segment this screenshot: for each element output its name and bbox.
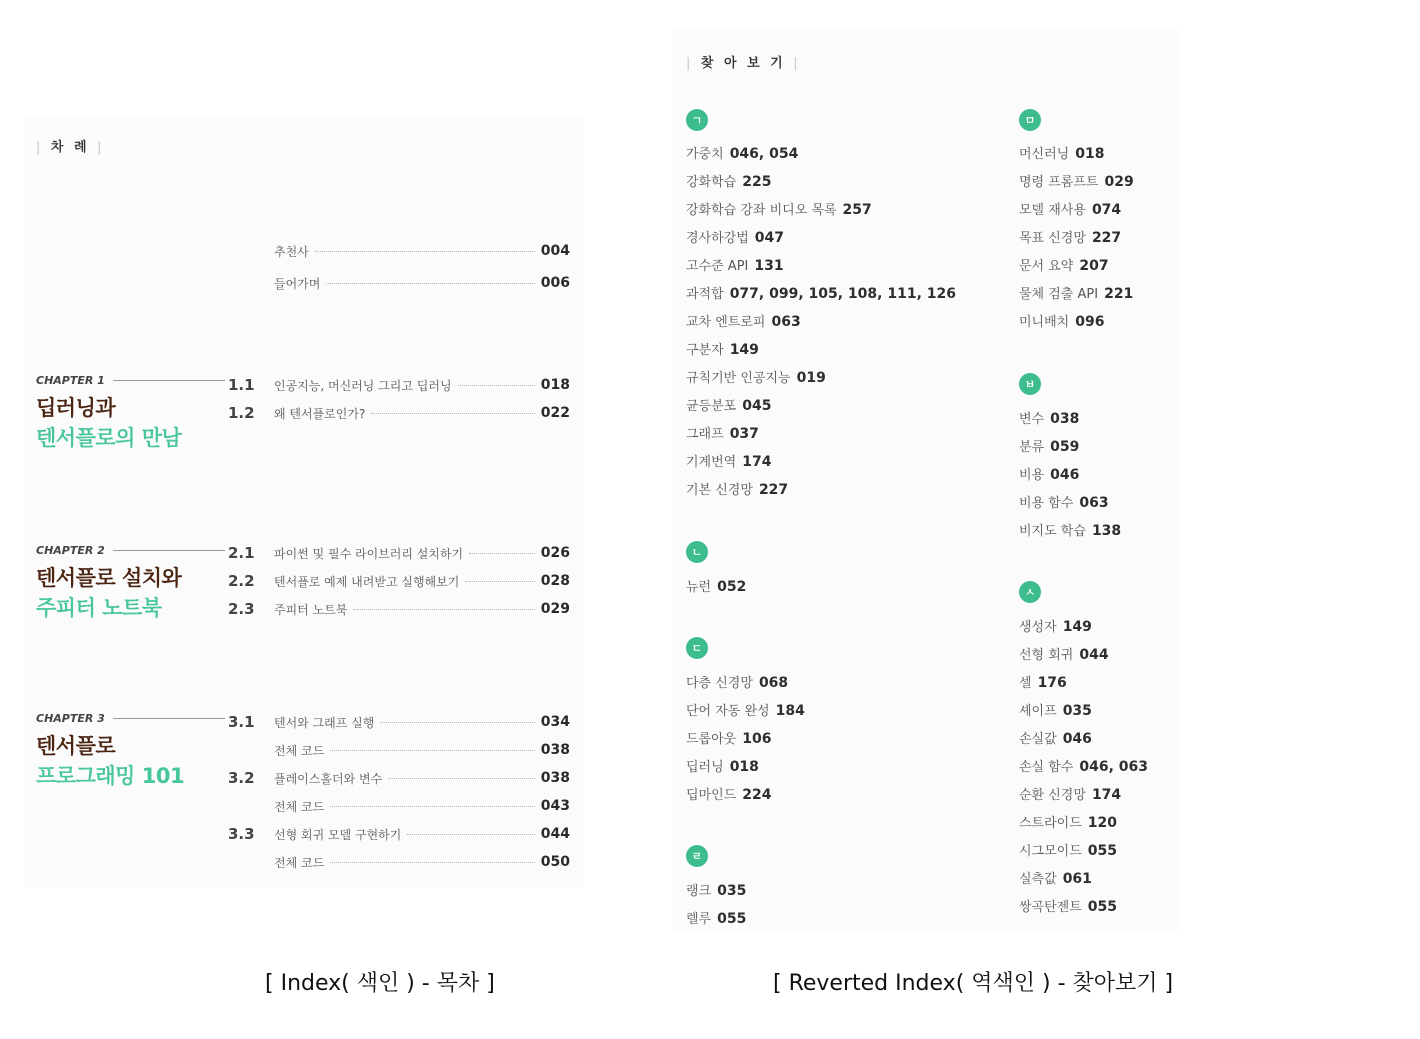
index-entry: 딥마인드 224 — [686, 787, 772, 803]
index-entry: 물체 검출 API 221 — [1019, 286, 1134, 302]
index-entry: 교차 엔트로피 063 — [686, 314, 801, 330]
toc-entry: 2.2 텐서플로 예제 내려받고 실행해보기 028 — [228, 572, 570, 590]
index-group-siot — [1019, 581, 1041, 603]
index-entry: 손실값 046 — [1019, 731, 1092, 747]
index-entry: 랭크 035 — [686, 883, 747, 899]
index-entry: 쌍곡탄젠트 055 — [1019, 899, 1118, 915]
toc-entry: 3.3 선형 회귀 모델 구현하기 044 — [228, 825, 570, 843]
chapter-rule — [113, 550, 225, 551]
index-entry: 순환 신경망 174 — [1019, 787, 1122, 803]
index-group-nieun — [686, 541, 708, 563]
chapter-2-sections — [228, 544, 570, 618]
index-entries-nieun — [686, 578, 746, 606]
index-entry: 다층 신경망 068 — [686, 675, 789, 691]
chapter-tag: CHAPTER 1 — [36, 374, 105, 387]
index-entry: 규칙기반 인공지능 019 — [686, 370, 826, 386]
chapter-3-sections — [228, 713, 570, 871]
index-entry: 단어 자동 완성 184 — [686, 703, 805, 719]
index-entry: 강화학습 강좌 비디오 목록 257 — [686, 202, 872, 218]
toc-entry: 추천사 004 — [274, 243, 570, 259]
index-entry: 분류 059 — [1019, 439, 1080, 455]
index-entry: 스트라이드 120 — [1019, 815, 1118, 831]
index-entry: 생성자 149 — [1019, 619, 1092, 635]
toc-entry: 1.1 인공지능, 머신러닝 그리고 딥러닝 018 — [228, 376, 570, 394]
index-entry: 명령 프롬프트 029 — [1019, 174, 1134, 190]
index-entries-siot — [1019, 618, 1148, 926]
toc-entry: 3.1 텐서와 그래프 실행 034 — [228, 713, 570, 731]
index-group-digeut — [686, 637, 708, 659]
index-entry: 변수 038 — [1019, 411, 1080, 427]
index-letter-badge: ㅂ — [1019, 373, 1041, 395]
index-entry: 그래프 037 — [686, 426, 759, 442]
index-entry: 기본 신경망 227 — [686, 482, 789, 498]
toc-entry: 들어가며 006 — [274, 275, 570, 291]
chapter-tag: CHAPTER 3 — [36, 712, 105, 725]
index-entry: 구분자 149 — [686, 342, 759, 358]
index-entry: 강화학습 225 — [686, 174, 772, 190]
index-letter-badge: ㅁ — [1019, 109, 1041, 131]
index-entry: 기계번역 174 — [686, 454, 772, 470]
index-entries-digeut — [686, 674, 805, 814]
index-entry: 과적합 077, 099, 105, 108, 111, 126 — [686, 286, 956, 302]
index-entry: 실측값 061 — [1019, 871, 1092, 887]
caption-index: [ Index( 색인 ) - 목차 ] — [265, 971, 495, 996]
index-entry: 미니배치 096 — [1019, 314, 1105, 330]
toc-front-matter — [274, 242, 570, 292]
chapter-1-sections — [228, 376, 570, 422]
index-entries-giyeok — [686, 145, 956, 509]
toc-entry: 2.3 주피터 노트북 029 — [228, 600, 570, 618]
index-entry: 모델 재사용 074 — [1019, 202, 1122, 218]
toc-entry: 전체 코드 043 — [274, 798, 570, 814]
index-entry: 선형 회귀 044 — [1019, 647, 1109, 663]
chapter-title-line2: 주피터 노트북 — [36, 596, 162, 620]
chapter-title-line1: 텐서플로 설치와 — [36, 566, 182, 590]
index-entry: 목표 신경망 227 — [1019, 230, 1122, 246]
index-entry: 드롭아웃 106 — [686, 731, 772, 747]
index-entry: 가중치 046, 054 — [686, 146, 799, 162]
index-entry: 비용 046 — [1019, 467, 1080, 483]
toc-heading: | 차 례 | — [36, 140, 105, 155]
index-letter-badge: ㄷ — [686, 637, 708, 659]
toc-entry: 전체 코드 038 — [274, 742, 570, 758]
index-entries-mieum — [1019, 145, 1134, 341]
index-letter-badge: ㄴ — [686, 541, 708, 563]
index-entries-rieul — [686, 882, 746, 938]
toc-entry: 1.2 왜 텐서플로인가? 022 — [228, 404, 570, 422]
toc-entry: 3.2 플레이스홀더와 변수 038 — [228, 769, 570, 787]
index-entry: 균등분포 045 — [686, 398, 772, 414]
chapter-tag: CHAPTER 2 — [36, 544, 105, 557]
chapter-title-line1: 텐서플로 — [36, 734, 116, 758]
chapter-title-line2: 텐서플로의 만남 — [36, 426, 182, 450]
index-group-mieum — [1019, 109, 1041, 131]
index-entry: 비지도 학습 138 — [1019, 523, 1122, 539]
chapter-rule — [113, 718, 225, 719]
index-entry: 뉴런 052 — [686, 579, 747, 595]
chapter-title-line1: 딥러닝과 — [36, 396, 116, 420]
index-entry: 렐루 055 — [686, 911, 747, 927]
index-letter-badge: ㄹ — [686, 845, 708, 867]
index-entry: 시그모이드 055 — [1019, 843, 1118, 859]
index-entry: 문서 요약 207 — [1019, 258, 1109, 274]
index-entry: 딥러닝 018 — [686, 759, 759, 775]
index-entry: 셀 176 — [1019, 675, 1067, 691]
index-group-rieul — [686, 845, 708, 867]
index-heading: | 찾 아 보 기 | — [686, 56, 801, 71]
chapter-title-line2: 프로그래밍 101 — [36, 764, 185, 788]
index-entries-bieup — [1019, 410, 1121, 550]
index-entry: 경사하강법 047 — [686, 230, 785, 246]
toc-entry: 전체 코드 050 — [274, 854, 570, 870]
chapter-rule — [113, 380, 225, 381]
index-entry: 셰이프 035 — [1019, 703, 1092, 719]
index-group-bieup — [1019, 373, 1041, 395]
index-entry: 비용 함수 063 — [1019, 495, 1109, 511]
toc-entry: 2.1 파이썬 및 필수 라이브러리 설치하기 026 — [228, 544, 570, 562]
index-letter-badge: ㅅ — [1019, 581, 1041, 603]
index-entry: 고수준 API 131 — [686, 258, 784, 274]
index-entry: 손실 함수 046, 063 — [1019, 759, 1149, 775]
index-entry: 머신러닝 018 — [1019, 146, 1105, 162]
caption-reverted-index: [ Reverted Index( 역색인 ) - 찾아보기 ] — [773, 971, 1174, 996]
index-letter-badge: ㄱ — [686, 109, 708, 131]
index-group-giyeok — [686, 109, 708, 131]
